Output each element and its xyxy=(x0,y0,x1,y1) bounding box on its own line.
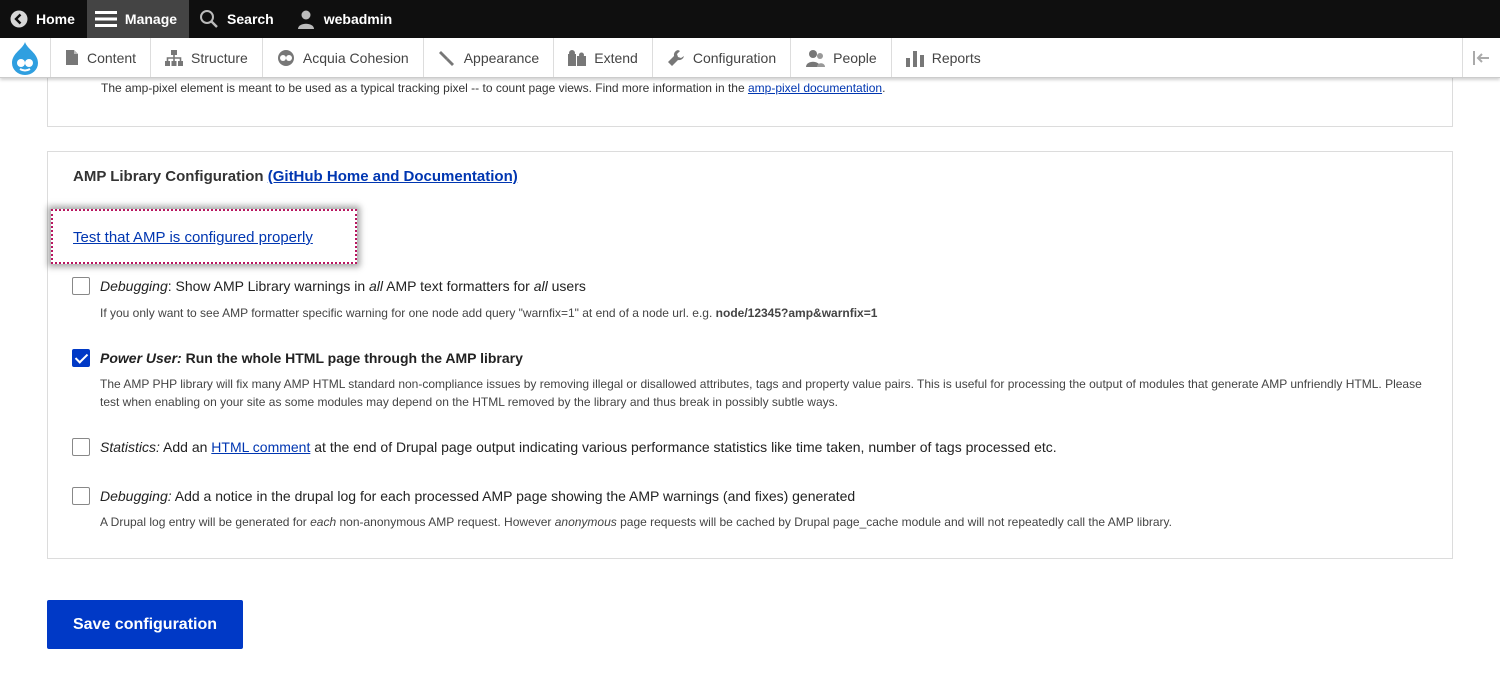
github-documentation-link[interactable]: (GitHub Home and Documentation) xyxy=(267,168,518,185)
tray-item-content[interactable] xyxy=(50,38,150,77)
document-icon xyxy=(65,49,79,66)
desc-text: non-anonymous AMP request. However xyxy=(336,515,555,529)
drupal-drop-icon xyxy=(10,41,40,75)
amp-library-section xyxy=(47,151,1453,559)
toolbar-tray xyxy=(0,38,1500,78)
tray-item-appearance-label: Appearance xyxy=(463,49,540,66)
toolbar-home[interactable] xyxy=(0,0,87,38)
tray-item-configuration-label: Configuration xyxy=(692,49,777,66)
statistics-checkbox[interactable] xyxy=(72,438,90,456)
toolbar-home-label: Home xyxy=(36,11,75,27)
tray-item-configuration[interactable] xyxy=(652,38,790,77)
wrench-icon xyxy=(667,49,685,67)
paintbrush-icon xyxy=(438,49,456,67)
desc-text: If you only want to see AMP formatter specific warning for one node add query "warnfix=1" at end of a node url. e.g. xyxy=(100,306,716,320)
label-em: Debugging: xyxy=(100,488,172,504)
tray-orientation-toggle[interactable] xyxy=(1462,38,1500,77)
cohesion-icon xyxy=(277,49,295,67)
puzzle-icon xyxy=(568,50,586,66)
toolbar-manage-label: Manage xyxy=(124,11,178,27)
label-text: at the end of Drupal page output indicating various performance statistics like time taken, number of tags processed etc. xyxy=(310,439,1057,455)
label-em: Debugging xyxy=(100,278,168,294)
label-em: all xyxy=(369,278,384,294)
debugging-warnings-checkbox[interactable] xyxy=(72,277,90,295)
debugging-warnings-label[interactable] xyxy=(100,278,586,294)
tray-item-people-label: People xyxy=(833,49,877,66)
people-icon xyxy=(805,49,825,67)
power-user-label[interactable] xyxy=(100,350,523,366)
toolbar-search[interactable] xyxy=(189,0,286,38)
toolbar-search-label: Search xyxy=(227,11,274,27)
structure-icon xyxy=(165,50,183,66)
tray-item-extend[interactable] xyxy=(553,38,652,77)
toolbar-user[interactable] xyxy=(286,0,404,38)
desc-text: A Drupal log entry will be generated for xyxy=(100,515,311,529)
desc-em: each xyxy=(310,515,337,529)
desc-text: page requests will be cached by Drupal page_cache module and will not repeatedly call the AMP library. xyxy=(616,515,1172,529)
desc-strong: node/12345?amp&warnfix=1 xyxy=(715,306,878,320)
amp-pixel-documentation-link[interactable]: amp-pixel documentation xyxy=(747,81,883,95)
label-text: users xyxy=(547,278,586,294)
back-circle-icon xyxy=(10,10,28,28)
search-icon xyxy=(199,9,219,29)
tray-item-acquia-cohesion[interactable] xyxy=(262,38,423,77)
test-amp-configuration-link[interactable]: Test that AMP is configured properly xyxy=(73,229,313,246)
label-em: Power User: xyxy=(100,350,182,366)
debugging-log-checkbox[interactable] xyxy=(72,487,90,505)
collapse-arrow-icon xyxy=(1473,51,1491,65)
label-text: : Show AMP Library warnings in xyxy=(167,278,370,294)
amp-pixel-text: The amp-pixel element is meant to be used as a typical tracking pixel -- to count page views. Find more information in the xyxy=(101,81,748,95)
hamburger-icon xyxy=(95,10,117,28)
section-title-text: AMP Library Configuration xyxy=(73,168,268,185)
save-configuration-button[interactable]: Save configuration xyxy=(47,600,243,649)
admin-toolbar xyxy=(0,0,1500,38)
debugging-warnings-description xyxy=(100,304,1430,322)
tray-item-extend-label: Extend xyxy=(594,49,638,66)
label-text: AMP text formatters for xyxy=(383,278,534,294)
statistics-label[interactable] xyxy=(100,439,1057,455)
desc-em: anonymous xyxy=(554,515,617,529)
debugging-log-description xyxy=(100,513,1430,531)
amp-pixel-text-end: . xyxy=(882,81,886,95)
label-em: Statistics: xyxy=(100,439,160,455)
label-text: Add a notice in the drupal log for each processed AMP page showing the AMP warnings (and fixes) generated xyxy=(171,488,856,504)
power-user-description: The AMP PHP library will fix many AMP HTML standard non-compliance issues by removing illegal or disallowed attributes, tags and property value pairs. This is useful for processing the output of modules that generate AMP unfriendly HTML. Please test when enabling on your site as some modules may depend on the HTML removed by the library and thus break in possibly subtle ways. xyxy=(100,377,1422,409)
tray-item-people[interactable] xyxy=(790,38,891,77)
tray-item-structure[interactable] xyxy=(150,38,262,77)
tray-item-reports[interactable] xyxy=(891,38,995,77)
tray-item-acquia-cohesion-label: Acquia Cohesion xyxy=(302,49,409,66)
power-user-checkbox[interactable] xyxy=(72,349,90,367)
test-link-highlight xyxy=(51,209,357,264)
bar-chart-icon xyxy=(906,49,924,67)
label-em: all xyxy=(533,278,548,294)
toolbar-manage[interactable] xyxy=(87,0,189,38)
label-text: Run the whole HTML page through the AMP library xyxy=(181,350,523,366)
tray-item-structure-label: Structure xyxy=(191,49,248,66)
tray-item-reports-label: Reports xyxy=(931,49,981,66)
amp-pixel-description xyxy=(101,81,885,95)
debugging-log-label[interactable] xyxy=(100,488,855,504)
section-title xyxy=(73,168,518,185)
drupal-logo[interactable] xyxy=(0,38,50,77)
user-icon xyxy=(296,9,316,29)
label-text: Add an xyxy=(159,439,212,455)
html-comment-link[interactable]: HTML comment xyxy=(211,439,311,455)
tray-item-appearance[interactable] xyxy=(423,38,554,77)
toolbar-user-label: webadmin xyxy=(323,11,393,27)
tray-item-content-label: Content xyxy=(87,49,137,66)
